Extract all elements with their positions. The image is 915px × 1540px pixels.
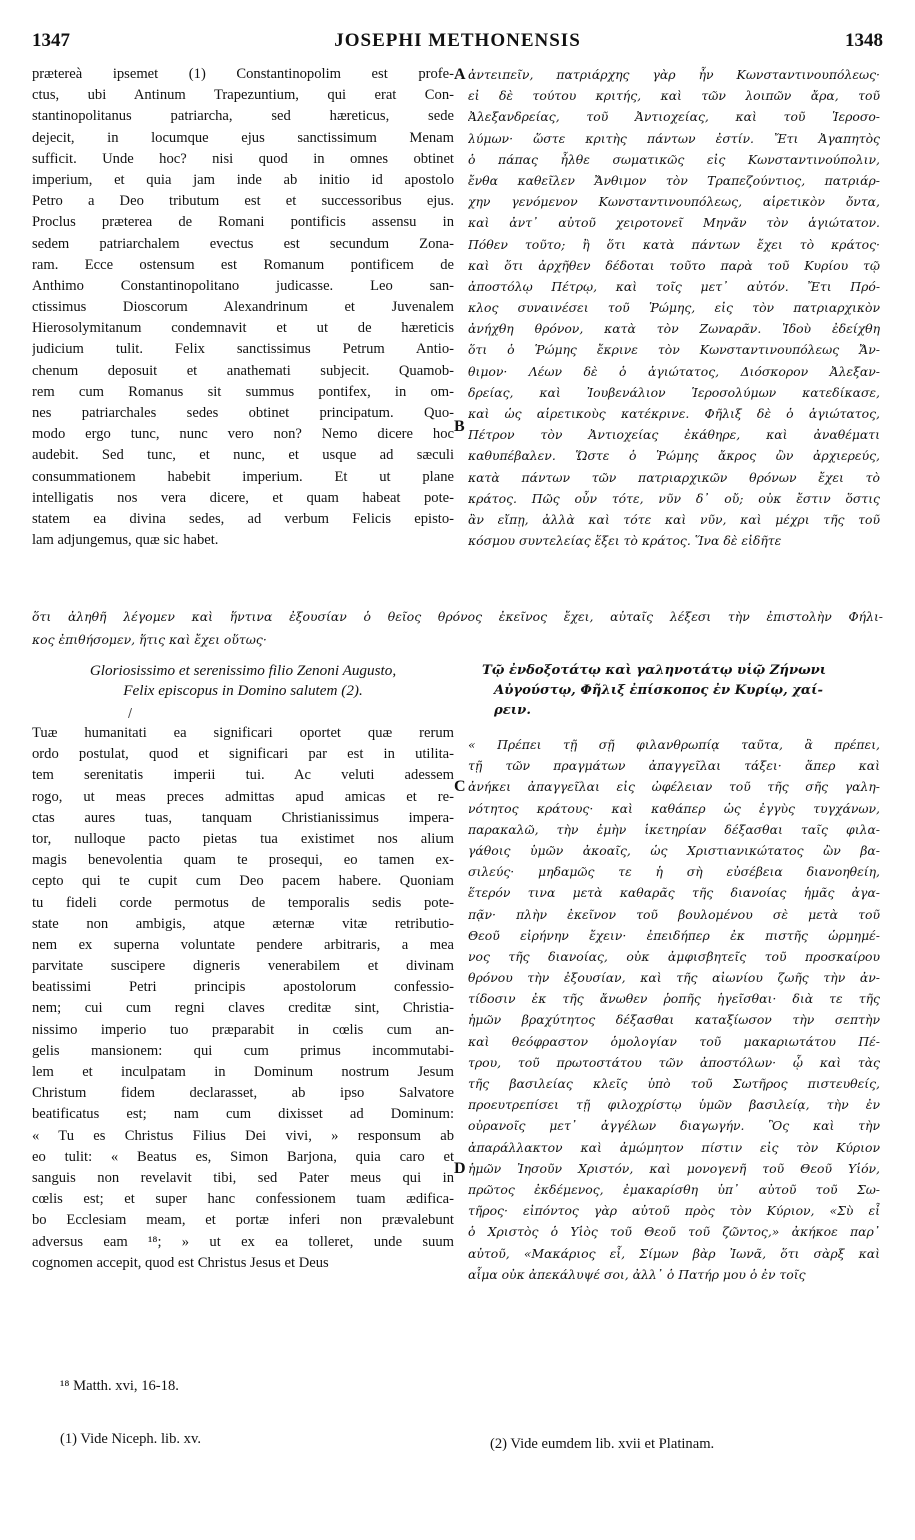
letter-title-greek-line: Αὐγούστῳ, Φῆλιξ ἐπίσκοπος ἐν Κυρίῳ, χαί- bbox=[494, 683, 823, 698]
text-line: θιμον· Λέων δὲ ὁ ἁγιώτατος, Διόσκορον Ἀλεξαν- bbox=[468, 363, 880, 379]
text-line: καὶ ἀντ᾽ αὐτοῦ χειροτονεῖ Μηνᾶν τὸν ἁγιώτατον. bbox=[468, 215, 880, 231]
text-line: αὐτοῦ, «Μακάριος εἶ, Σίμων βὰρ Ἰωνᾶ, ὅτι σὰρξ καὶ bbox=[468, 1245, 880, 1261]
running-header bbox=[32, 30, 883, 56]
greek-column-top bbox=[468, 64, 880, 564]
text-line: imperium, et quia jam inde ab initio id apostolo bbox=[32, 171, 454, 188]
text-line: τρου, τοῦ πρωτοστάτου τῶν ἀποστόλων· ᾧ καὶ τὰς bbox=[468, 1054, 880, 1070]
text-line: modo ergo tunc, nunc vero non? Nemo dicere hoc bbox=[32, 426, 454, 443]
greek-letter-column bbox=[468, 734, 880, 1290]
text-line: intelligatis nos vera dicere, et quam habeat pote- bbox=[32, 489, 454, 506]
text-line: beatificatus est; nam cum dixisset ad Dominum: bbox=[32, 1106, 454, 1123]
spanning-greek-line-1: ὅτι ἀληθῆ λέγομεν καὶ ἥντινα ἐξουσίαν ὁ θεῖος θρόνος ἐκεῖνος ἔχει, αὐταῖς λέξεσι τὴν ἐπιστολὴν Φήλι- bbox=[32, 609, 883, 624]
text-line: χην γενόμενον Κωνσταντινουπόλεως, αἱρετικὸν ὄντα, bbox=[468, 194, 880, 210]
text-line: sufficit. Unde hoc? nisi quod in omnes obtinet bbox=[32, 150, 454, 167]
footnote-1: (1) Vide Niceph. lib. xv. bbox=[60, 1431, 201, 1447]
text-line: καὶ ὡς αἱρετικοὺς κατέκρινε. Φῆλιξ δὲ ὁ ἁγιώτατος, bbox=[468, 406, 880, 421]
text-line: Petro a Deo tributum est et successoribus ejus. bbox=[32, 193, 454, 210]
text-line: lam adjungemus, quæ sic habet. bbox=[32, 532, 219, 549]
text-line: gelis mansionem: qui cum primus incommutabi- bbox=[32, 1042, 454, 1059]
text-line: πρῶτος ἐκδέμενος, ἐμακαρίσθη ὑπ᾽ αὐτοῦ τοῦ Σω- bbox=[468, 1181, 880, 1197]
text-line: ctus, ubi Antinum Trapezuntium, qui erat Con- bbox=[32, 87, 454, 104]
text-line: ctas aures tuas, tanquam Christianissimus impera- bbox=[32, 809, 454, 826]
text-line: κατὰ πάντων τῶν πατριαρχικῶν θρόνων ἔχει τὸ bbox=[468, 469, 880, 485]
text-line: judicium tulit. Felix sanctissimus Petrum Antio- bbox=[32, 341, 454, 358]
text-line: Θεοῦ εἰρήνην ἔχειν· ἐπειδήπερ ἐκ πιστῆς ὡρμημέ- bbox=[468, 927, 880, 943]
text-line: ctissimus Dioscorum Alexandrinum et Juvenalem bbox=[32, 299, 454, 316]
text-line: tu fideli corde permotus de temporalis sedis pote- bbox=[32, 894, 454, 911]
text-line: ἀντειπεῖν, πατριάρχης γὰρ ἦν Κωνσταντινουπόλεως· bbox=[468, 67, 880, 82]
text-line: νος τῆς διανοίας, οὐκ ἀμφισβητεῖς τοῦ προσκαίρου bbox=[468, 948, 880, 964]
text-line: καὶ θεόφραστον ὁμολογίαν τοῦ μακαριωτάτου Πέ- bbox=[468, 1033, 880, 1049]
text-line: « Πρέπει τῇ σῇ φιλανθρωπίᾳ ταῦτα, ἃ πρέπει, bbox=[468, 737, 880, 752]
text-line: Πέτρον τὸν Ἀντιοχείας ἐκάθηρε, καὶ ἀναθέματι bbox=[468, 427, 880, 443]
margin-mark: / bbox=[128, 706, 133, 720]
text-line: sedem patriarchalem evectus est secundum Zona- bbox=[32, 235, 454, 252]
footnote-2: (2) Vide eumdem lib. xvii et Platinam. bbox=[490, 1436, 715, 1452]
text-line: ὁ πάπας ἦλθε σωματικῶς εἰς Κωνσταντινούπολιν, bbox=[468, 151, 880, 167]
letter-title-latin bbox=[32, 661, 454, 701]
latin-letter-column bbox=[32, 723, 454, 1279]
text-line: θρόνου τὴν ἐξουσίαν, καὶ τῆς αἰωνίου ζωῆς τὴν ἀν- bbox=[468, 970, 880, 986]
text-line: κόσμου συντελείας ἕξει τὸ κράτος. Ἵνα δὲ εἰδῆτε bbox=[468, 533, 782, 549]
text-line: τῇ τῶν πραγμάτων ἀπαγγεῖλαι τάξει· ἅπερ καὶ bbox=[468, 758, 880, 774]
text-line: Tuæ humanitati ea significari oportet quæ rerum bbox=[32, 725, 454, 741]
text-line: τίδοσιν ἐκ τῆς ἄνωθεν ῥοπῆς ἡγεῖσθαι· διὰ τε τῆς bbox=[468, 991, 880, 1007]
text-line: dejecit, in locumque ejus sanctissimum Menam bbox=[32, 129, 454, 146]
text-line: ἀποστόλῳ Πέτρῳ, καὶ τοῖς μετ᾽ αὐτόν. Ἔτι Πρό- bbox=[468, 278, 880, 294]
text-line: καθυπέβαλεν. Ὥστε ὁ Ῥώμης ἄκρος ὢν ἀρχιερεύς, bbox=[468, 448, 880, 464]
text-line: ἀπαράλλακτον καὶ ἀμώμητον πίστιν εἰς τὸν Κύριον bbox=[468, 1139, 880, 1155]
letter-title-latin-line: Gloriosissimo et serenissimo filio Zenoni Augusto, bbox=[89, 662, 397, 679]
text-line: prætereà ipsemet (1) Constantinopolim est profe- bbox=[32, 66, 454, 82]
text-line: ram. Ecce ostensum est Romanum pontificem de bbox=[32, 256, 454, 273]
scripture-footnote: ¹⁸ Matth. xvi, 16-18. bbox=[60, 1378, 179, 1394]
text-line: nes patriarchales sedes obtinet principatum. Quo- bbox=[32, 405, 454, 421]
text-line: δρείας, καὶ Ἰουβενάλιον Ἱεροσολύμων κατεδίκασε, bbox=[468, 384, 880, 400]
text-line: ἂν εἴπῃ, ἀλλὰ καὶ τότε καὶ νῦν, καὶ μέχρι τῆς τοῦ bbox=[468, 511, 880, 527]
text-line: lem et inculpatam in Dominum nostrum Jesum bbox=[32, 1064, 454, 1080]
page-number-left: 1347 bbox=[32, 30, 70, 51]
text-line: consummationem habebit imperium. Et ut plane bbox=[32, 468, 454, 485]
text-line: magis benevolentia quam te prosequi, eo tamen ex- bbox=[32, 852, 454, 869]
margin-marker-d: D bbox=[454, 1160, 466, 1177]
text-line: audebit. Sed tunc, et nunc, et usque ad sæculi bbox=[32, 447, 454, 464]
text-line: Christum fidem declarasset, ab ipso Salvatore bbox=[32, 1085, 454, 1102]
text-line: εἰ δὲ τούτου κριτής, καὶ τῶν λοιπῶν ἄρα, τοῦ bbox=[468, 88, 880, 104]
text-line: tem serenitatis imperii tui. Ac veluti adessem bbox=[32, 767, 454, 784]
text-line: beatissimi Petri principis apostolorum confessio- bbox=[32, 979, 454, 996]
text-line: parvitate suscipere digneris venerabilem et divinam bbox=[32, 958, 454, 975]
letter-title-greek-line: Τῷ ἐνδοξοτάτῳ καὶ γαληνοτάτῳ υἱῷ Ζήνωνι bbox=[482, 663, 827, 678]
text-line: rem cum Romanus sit summus pontifex, in om- bbox=[32, 383, 454, 400]
text-line: cœlis est; et super hanc confessionem tuam ædifica- bbox=[32, 1191, 454, 1208]
text-line: γάθοις ὑμῶν ἀκοαῖς, ὡς Χριστιανικώτατος ὢν βα- bbox=[468, 842, 880, 858]
spanning-greek-line-2: κος ἐπιθήσομεν, ἥτις καὶ ἔχει οὕτως· bbox=[32, 632, 267, 647]
text-line: stantinopolitanus patriarcha, sed hæreticus, sede bbox=[32, 108, 454, 125]
letter-title-latin-line: Felix episcopus in Domino salutem (2). bbox=[123, 682, 363, 699]
text-line: Ἀλεξανδρείας, τοῦ Ἀντιοχείας, καὶ τοῦ Ἱεροσο- bbox=[468, 109, 880, 125]
page-number-right: 1348 bbox=[845, 30, 883, 51]
text-line: αἷμα οὐκ ἀπεκάλυψέ σοι, ἀλλ᾽ ὁ Πατήρ μου ὁ ἐν τοῖς bbox=[468, 1266, 806, 1282]
text-line: rogo, ut meas preces admittas apud amicas et re- bbox=[32, 788, 454, 805]
letter-title-greek-line: ρειν. bbox=[494, 703, 531, 718]
text-line: καὶ ὅτι ἀρχῆθεν δέδοται τοῦτο παρὰ τοῦ Κυρίου τῷ bbox=[468, 257, 880, 273]
text-line: νότητος κράτους· καὶ καθάπερ ὡς ἐγγὺς τυγχάνων, bbox=[468, 800, 880, 816]
text-line: ordo postulat, quod et significari par est in utilita- bbox=[32, 746, 454, 763]
text-line: nem ex superna voluntate pendere arbitraris, a mea bbox=[32, 936, 454, 953]
text-line: « Tu es Christus Filius Dei vivi, » responsum ab bbox=[32, 1127, 454, 1144]
text-line: eo tulit: « Beatus es, Simon Barjona, quia caro et bbox=[32, 1148, 454, 1165]
margin-marker-b: B bbox=[454, 418, 465, 435]
text-line: οὐρανοῖς μετ᾽ ἀγγέλων διαγωγήν. Ὃς καὶ τὴν bbox=[468, 1118, 880, 1134]
text-line: σιλεύς· μηδαμῶς τε ἡ σὴ εὐσέβεια διανοηθείη, bbox=[468, 864, 880, 880]
text-line: statem ea divina sedes, ad verbum Felicis episto- bbox=[32, 510, 454, 527]
latin-column-top bbox=[32, 64, 454, 564]
text-line: nissimo imperio tuo præparabit in cœlis cum an- bbox=[32, 1021, 454, 1038]
margin-marker-a: A bbox=[454, 66, 466, 83]
text-line: λύμων· ὥστε κριτὴς πάντων ἐστίν. Ἔτι Ἀγαπητὸς bbox=[468, 130, 880, 146]
text-line: ὅτι ὁ Ῥώμης ἔκρινε τὸν Κωνσταντινουπόλεως Ἄν- bbox=[468, 342, 880, 358]
text-line: παρακαλῶ, τὴν ἐμὴν ἱκετηρίαν δέξασθαι ταῖς φιλα- bbox=[468, 821, 880, 837]
margin-marker-c: C bbox=[454, 778, 466, 795]
text-line: nem; cui cum regni claves creditæ sint, Christia- bbox=[32, 1000, 454, 1017]
text-line: κράτος. Πῶς οὖν τότε, νῦν δ᾽ οὔ; οὐκ ἔστιν ὅστις bbox=[468, 490, 880, 506]
text-line: τῆς βασιλείας κλεῖς ὑπὸ τοῦ Σωτῆρος πιστευθείς, bbox=[468, 1076, 880, 1091]
text-line: πᾷν· πλὴν ἐκεῖνον τοῦ βουλομένου σὲ μετὰ τοῦ bbox=[468, 906, 880, 922]
letter-title-greek bbox=[482, 661, 882, 721]
text-line: ἀνήκει ἀπαγγεῖλαι εἰς ὠφέλειαν τοῦ τῆς σῆς γαλη- bbox=[468, 779, 880, 795]
text-line: sanguis non revelavit tibi, sed Pater meus qui in bbox=[32, 1169, 454, 1186]
text-line: ἔνθα καθεῖλεν Ἄνθιμον τὸν Τραπεζούντιος, πατριάρ- bbox=[468, 172, 880, 188]
text-line: τῆρος· εἰπόντος γὰρ αὐτοῦ πρὸς τὸν Κύριον, «Σὺ εἶ bbox=[468, 1203, 880, 1219]
text-line: cognomen accepit, quod est Christus Jesus et Deus bbox=[32, 1254, 329, 1271]
text-line: ὁ Χριστὸς ὁ Υἱὸς τοῦ Θεοῦ τοῦ ζῶντος,» ἀκήκοε παρ᾽ bbox=[468, 1224, 880, 1240]
running-title: JOSEPHI METHONENSIS bbox=[334, 30, 581, 51]
text-line: Proclus præterea de Romani pontificis assensu in bbox=[32, 214, 454, 231]
text-line: Hierosolymitanum condemnavit et ut de hæreticis bbox=[32, 320, 454, 337]
text-line: ἕτερόν τινα μετὰ καθαρᾶς τῆς διανοίας ἡμᾶς ἀγα- bbox=[468, 885, 880, 901]
text-line: state non ambigis, atque æternæ vitæ retributio- bbox=[32, 915, 454, 932]
text-line: προευτρεπίσει τῇ φιλοχρίστῳ ὑμῶν βασιλείᾳ, τὴν ἐν bbox=[468, 1097, 880, 1113]
text-line: ἡμῶν Ἰησοῦν Χριστόν, καὶ μονογενῆ τοῦ Θεοῦ Υἱόν, bbox=[468, 1160, 880, 1176]
text-line: Πόθεν τοῦτο; ἢ ὅτι κατὰ πάντων ἔχει τὸ κράτος· bbox=[468, 236, 880, 252]
text-line: chenum deposuit et anathemati subjecit. Quamob- bbox=[32, 362, 454, 379]
text-line: bo Ecclesiam meam, et portæ inferi non prævalebunt bbox=[32, 1212, 454, 1229]
text-line: tor, nulloque pacto pietas tua existimet nos alium bbox=[32, 830, 454, 847]
text-line: κλος συναινέσει τοῦ Ῥώμης, εἰς τὸν πατριαρχικὸν bbox=[468, 300, 880, 316]
text-line: adversus eam ¹⁸; » ut ex ea tolleret, unde suum bbox=[32, 1233, 454, 1250]
text-line: cepto qui te cupit cum Deo pacem habere. Quoniam bbox=[32, 873, 454, 890]
text-line: Anthimo Constantinopolitano judicasse. Leo san- bbox=[32, 277, 454, 294]
text-line: ἡμῶν βραχύτητος δέξασθαι καταξίωσον τὴν σεπτὴν bbox=[468, 1012, 880, 1028]
text-line: ἀνήχθη θρόνον, κατὰ τὸν Ζωναρᾶν. Ἰδοὺ ἐδείχθη bbox=[468, 321, 880, 337]
